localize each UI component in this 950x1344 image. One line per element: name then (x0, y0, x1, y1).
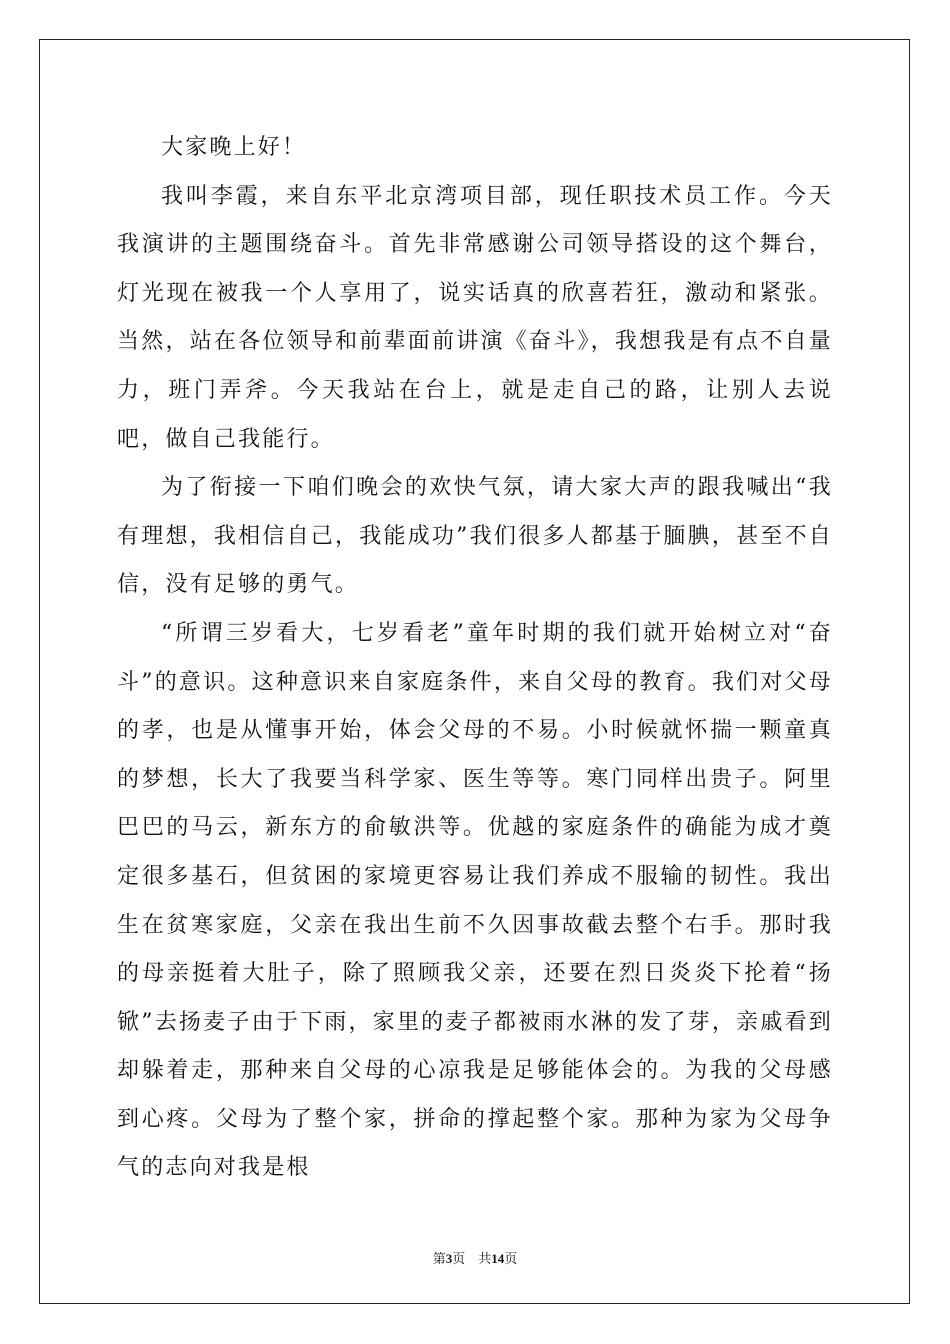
paragraph-childhood: “所谓三岁看大，七岁看老”童年时期的我们就开始树立对“奋斗”的意识。这种意识来自家庭条件，来自父母的教育。我们对父母的孝，也是从懂事开始，体会父母的不易。小时候就怀揣一颗童真的梦想，长大了我要当科学家、医生等等。寒门同样出贵子。阿里巴巴的马云，新东方的俞敏洪等。优越的家庭条件的确能为成才奠定很多基石，但贫困的家境更容易让我们养成不服输的韧性。我出生在贫寒家庭，父亲在我出生前不久因事故截去整个右手。那时我的母亲挺着大肚子，除了照顾我父亲，还要在烈日炎炎下抡着“扬锨”去扬麦子由于下雨，家里的麦子都被雨水淋的发了芽，亲戚看到却躲着走，那种来自父母的心凉我是足够能体会的。为我的父母感到心疼。父母为了整个家，拼命的撑起整个家。那种为家为父母争气的志向对我是根 (117, 620, 833, 1181)
document-body (117, 124, 833, 1193)
footer-total-pages: 14 (491, 1251, 505, 1266)
footer-middle: 页 共 (452, 1251, 492, 1266)
paragraph-greeting: 大家晚上好！ (161, 135, 307, 160)
footer-current-page: 3 (445, 1251, 453, 1266)
footer-suffix: 页 (504, 1251, 518, 1266)
paragraph-introduction: 我叫李霞，来自东平北京湾项目部，现任职技术员工作。今天我演讲的主题围绕奋斗。首先非常感谢公司领导搭设的这个舞台，灯光现在被我一个人享用了，说实话真的欣喜若狂，激动和紧张。当然，站在各位领导和前辈面前讲演《奋斗》，我想我是有点不自量力，班门弄斧。今天我站在台上，就是走自己的路，让别人去说吧，做自己我能行。 (117, 183, 833, 452)
page-footer (0, 1248, 950, 1267)
paragraph-slogan: 为了衔接一下咱们晚会的欢快气氛，请大家大声的跟我喊出“我有理想，我相信自己，我能成功”我们很多人都基于腼腆，甚至不自信，没有足够的勇气。 (117, 475, 833, 598)
footer-prefix: 第 (432, 1251, 446, 1266)
